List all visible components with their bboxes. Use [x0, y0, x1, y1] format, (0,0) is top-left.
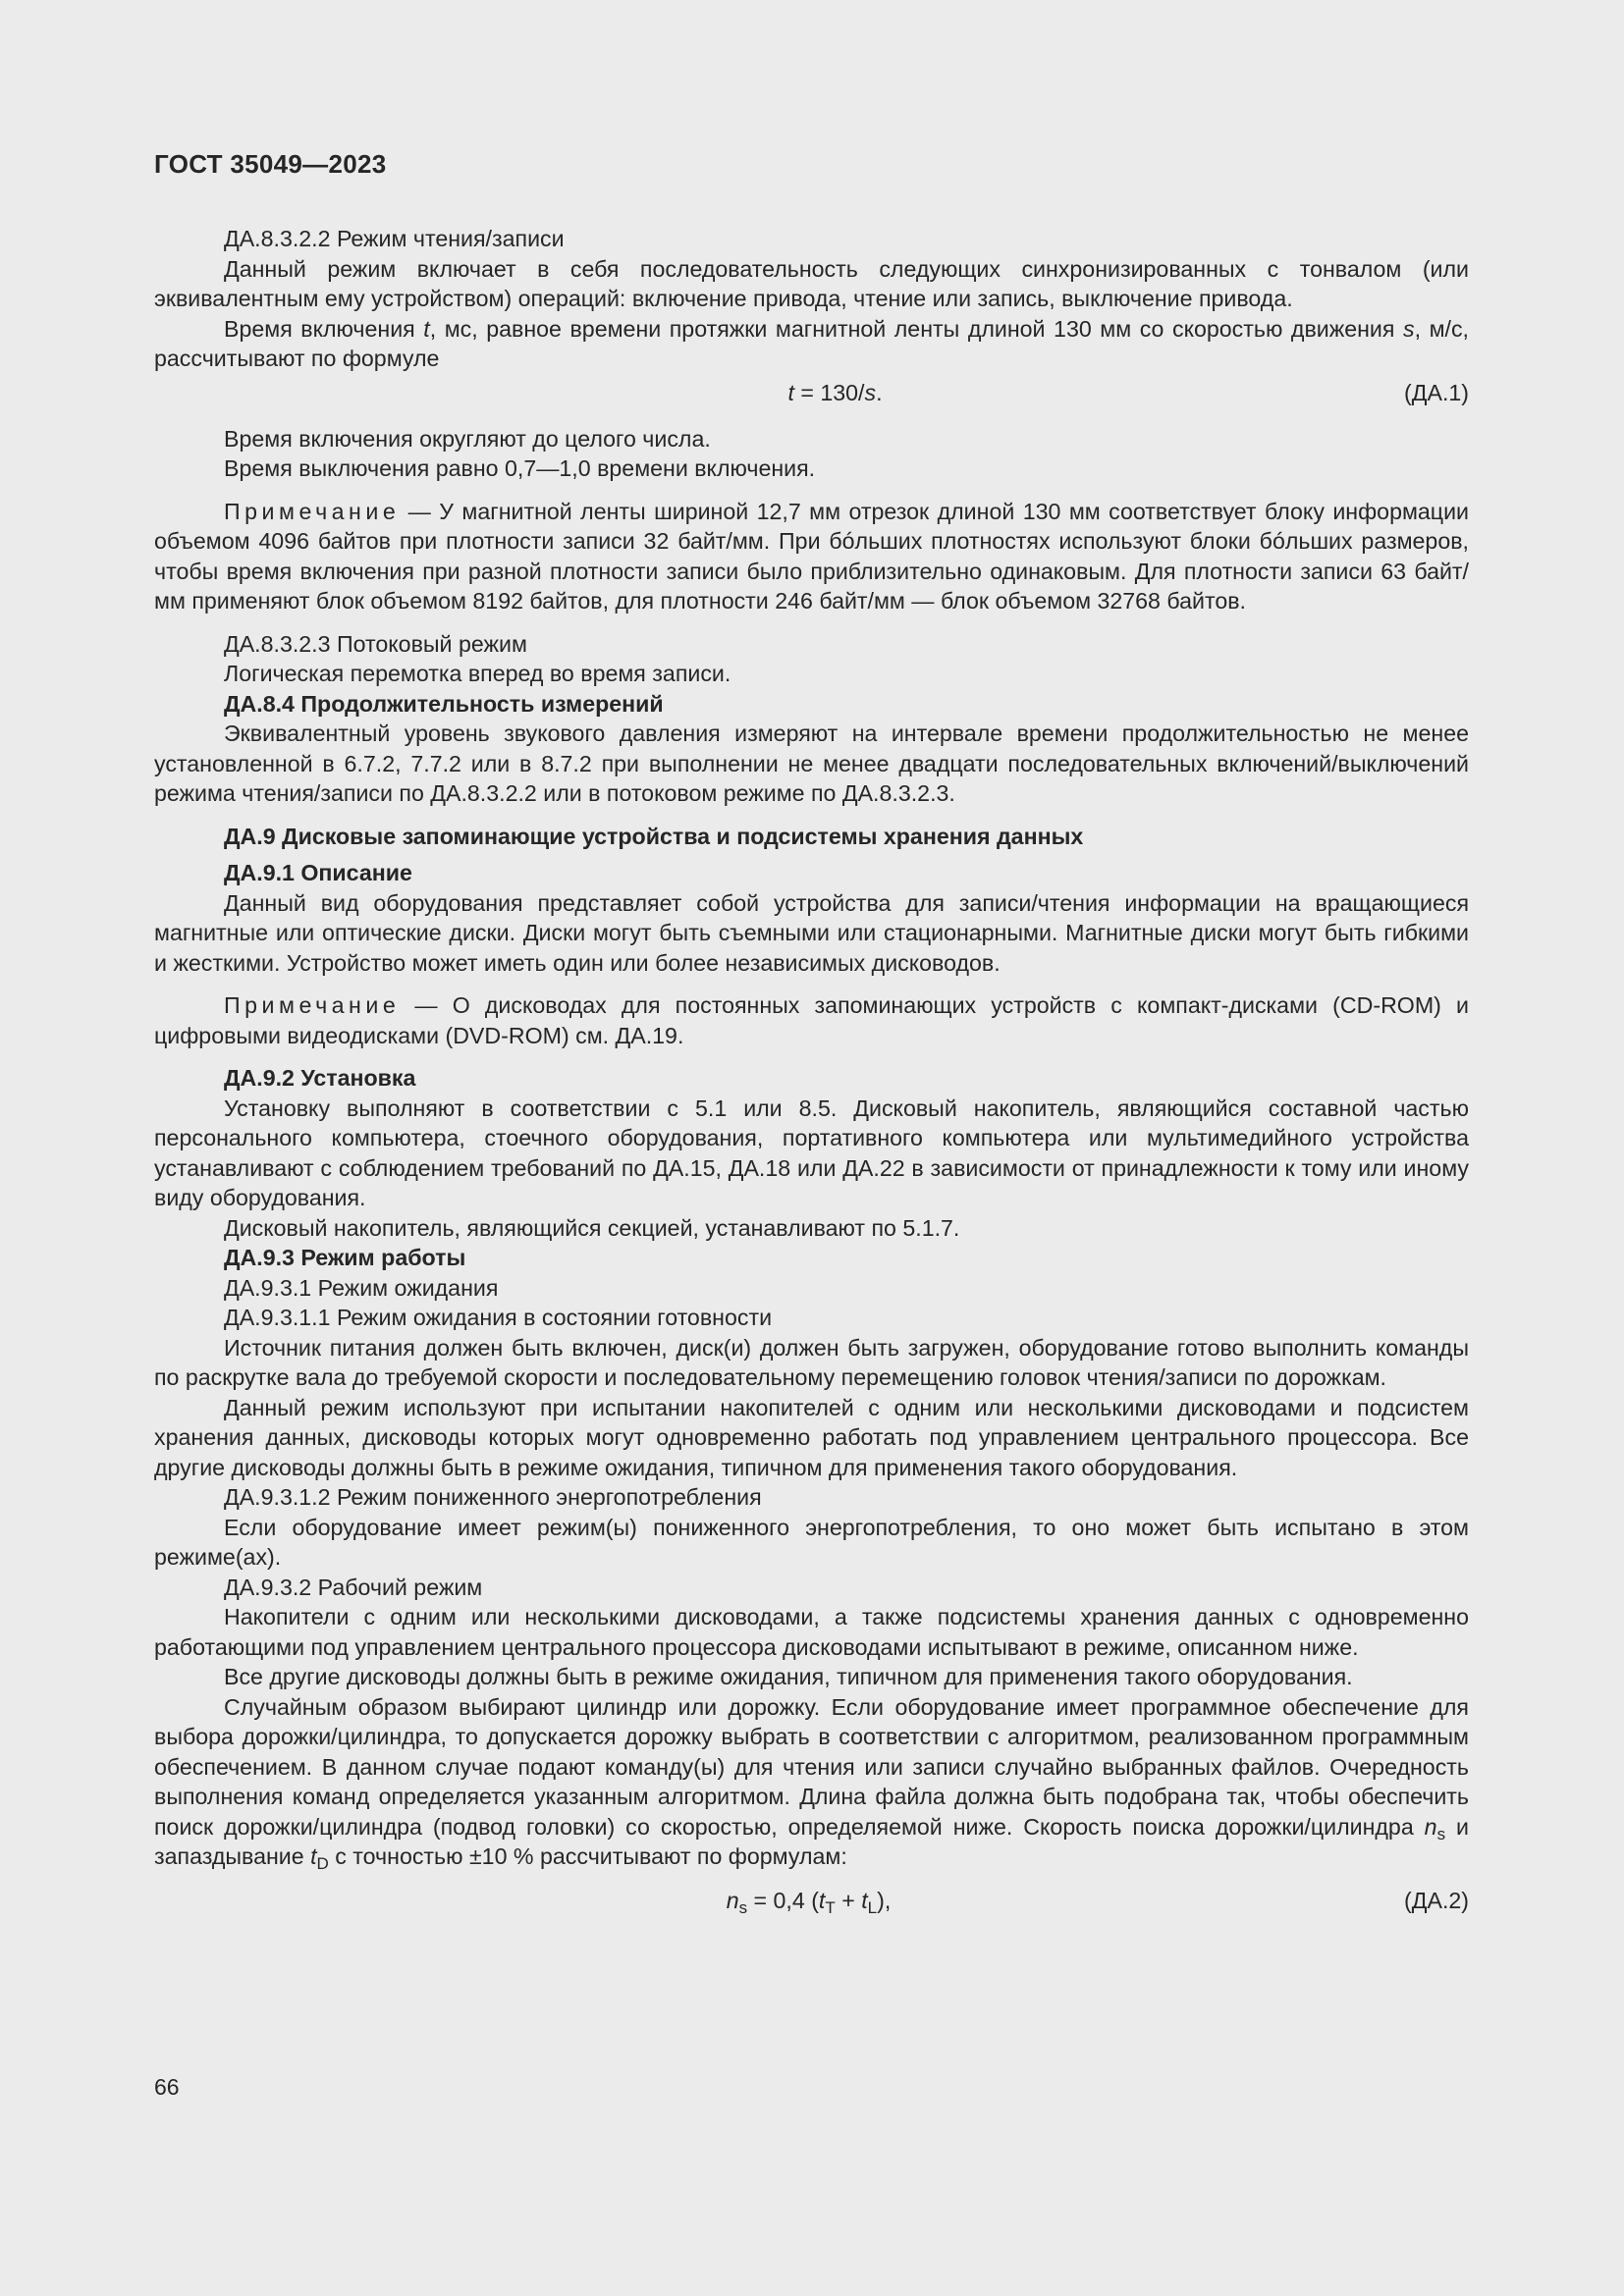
- paragraph: Эквивалентный уровень звукового давления измеряют на интервале времени продолжительностью не менее установленной в 6.7.2, 7.7.2 или в 8.7.2 при выполнении не менее двадцати последовательных включений/выключений режима чтения/записи по ДА.8.3.2.2 или в потоковом режиме по ДА.8.3.2.3.: [154, 721, 1469, 806]
- clause-heading: ДА.8.3.2.3 Потоковый режим: [224, 630, 527, 657]
- paragraph: Время включения t, мс, равное времени протяжки магнитной ленты длиной 130 мм со скоростью движения s, м/с, рассчитывают по формуле: [154, 315, 1469, 371]
- section-heading: ДА.9.3 Режим работы: [224, 1245, 466, 1270]
- paragraph: Данный вид оборудования представляет собой устройства для записи/чтения информации на вращающиеся магнитные или оптические диски. Диски могут быть съемными или стационарными. Магнитные диски могут быть гибкими и жесткими. Устройство может иметь один или более независимых дисководов.: [154, 889, 1469, 976]
- clause-heading: ДА.8.3.2.2 Режим чтения/записи: [224, 226, 565, 251]
- note: Примечание — У магнитной ленты шириной 12,7 мм отрезок длиной 130 мм соответствует блоку информации объемом 4096 байтов при плотности записи 32 байт/мм. При бóльших плотностях используют блоки бóльших размеров, чтобы время включения при разной плотности записи было приблизительно одинаковым. Для плотности записи 63 байт/мм применяют блок объемом 8192 байтов, для плотности 246 байт/мм — блок объемом 32768 байтов.: [154, 498, 1469, 614]
- paragraph: Данный режим включает в себя последовательность следующих синхронизированных с тонвалом (или эквивалентным ему устройством) операций: включение привода, чтение или запись, выключение привода.: [154, 255, 1469, 311]
- note-label: Примечание: [224, 498, 401, 524]
- paragraph: Источник питания должен быть включен, диск(и) должен быть загружен, оборудование готово выполнить команды по раскрутке вала до требуемой скорости и последовательному перемещению головок чтения/записи по дорожкам.: [154, 1334, 1469, 1390]
- section-heading: ДА.9.2 Установка: [224, 1065, 416, 1091]
- paragraph: Все другие дисководы должны быть в режиме ожидания, типичном для применения такого оборудования.: [224, 1664, 1353, 1689]
- formula-expression: t = 130/s.: [787, 379, 883, 405]
- note-label: Примечание: [224, 992, 401, 1018]
- clause-heading: ДА.9.3.1.2 Режим пониженного энергопотребления: [224, 1484, 762, 1510]
- clause-heading: ДА.9.3.2 Рабочий режим: [224, 1574, 483, 1600]
- paragraph: Время выключения равно 0,7—1,0 времени включения.: [224, 455, 816, 481]
- section-heading: ДА.8.4 Продолжительность измерений: [224, 690, 664, 717]
- paragraph: Дисковый накопитель, являющийся секцией, устанавливают по 5.1.7.: [224, 1214, 960, 1241]
- paragraph: Логическая перемотка вперед во время записи.: [224, 661, 731, 686]
- formula-number: (ДА.1): [1404, 379, 1469, 405]
- section-heading: ДА.9.1 Описание: [224, 860, 412, 885]
- paragraph: Время включения округляют до целого числа.: [224, 425, 711, 452]
- paragraph: Случайным образом выбирают цилиндр или дорожку. Если оборудование имеет программное обеспечение для выбора дорожки/цилиндра, то допускается дорожку выбрать в соответствии с алгоритмом, реализованном программным обеспечением. В данном случае подают команду(ы) для чтения или записи случайно выбранных файлов. Очередность выполнения команд определяется указанным алгоритмом. Длина файла должна быть подобрана так, чтобы обеспечить поиск дорожки/цилиндра (подвод головки) со скоростью, определяемой ниже. Скорость поиска дорожки/цилиндра $n_s$ и запаздывание $t_D$ с точностью ±10 % рассчитывают по формулам:: [154, 1693, 1469, 1873]
- paragraph: Данный режим используют при испытании накопителей с одним или несколькими дисководами и подсистем хранения данных, дисководы которых могут одновременно работать под управлением центрального процессора. Все другие дисководы должны быть в режиме ожидания, типичном для применения такого оборудования.: [154, 1394, 1469, 1480]
- paragraph: Если оборудование имеет режим(ы) пониженного энергопотребления, то оно может быть испытано в этом режиме(ах).: [154, 1514, 1469, 1570]
- section-heading: ДА.9 Дисковые запоминающие устройства и подсистемы хранения данных: [224, 823, 1084, 849]
- clause-heading: ДА.9.3.1.1 Режим ожидания в состоянии готовности: [224, 1305, 773, 1330]
- formula-number: (ДА.2): [1404, 1887, 1469, 1913]
- document-header: ГОСТ 35049—2023: [154, 149, 387, 179]
- formula-da1: [154, 378, 1469, 413]
- paragraph: Установку выполняют в соответствии с 5.1 или 8.5. Дисковый накопитель, являющийся составной частью персонального компьютера, стоечного оборудования, портативного компьютера или мультимедийного устройства устанавливают с соблюдением требований по ДА.15, ДА.18 или ДА.22 в зависимости от принадлежности к тому или иному виду оборудования.: [154, 1095, 1469, 1210]
- formula-expression: $n_s = 0,4$ $(t_T + t_L)$,: [726, 1887, 892, 1917]
- paragraph: Накопители с одним или несколькими дисководами, а также подсистемы хранения данных с одновременно работающими под управлением центрального процессора дисководами испытывают в режиме, описанном ниже.: [154, 1604, 1469, 1660]
- note: Примечание — О дисководах для постоянных запоминающих устройств с компакт-дисками (CD-ROM) и цифровыми видеодисками (DVD-ROM) см. ДА.19.: [154, 992, 1469, 1048]
- clause-heading: ДА.9.3.1 Режим ожидания: [224, 1274, 499, 1301]
- page-number: 66: [154, 2074, 180, 2100]
- document-body: [154, 224, 1469, 1932]
- formula-da2: [154, 1886, 1469, 1921]
